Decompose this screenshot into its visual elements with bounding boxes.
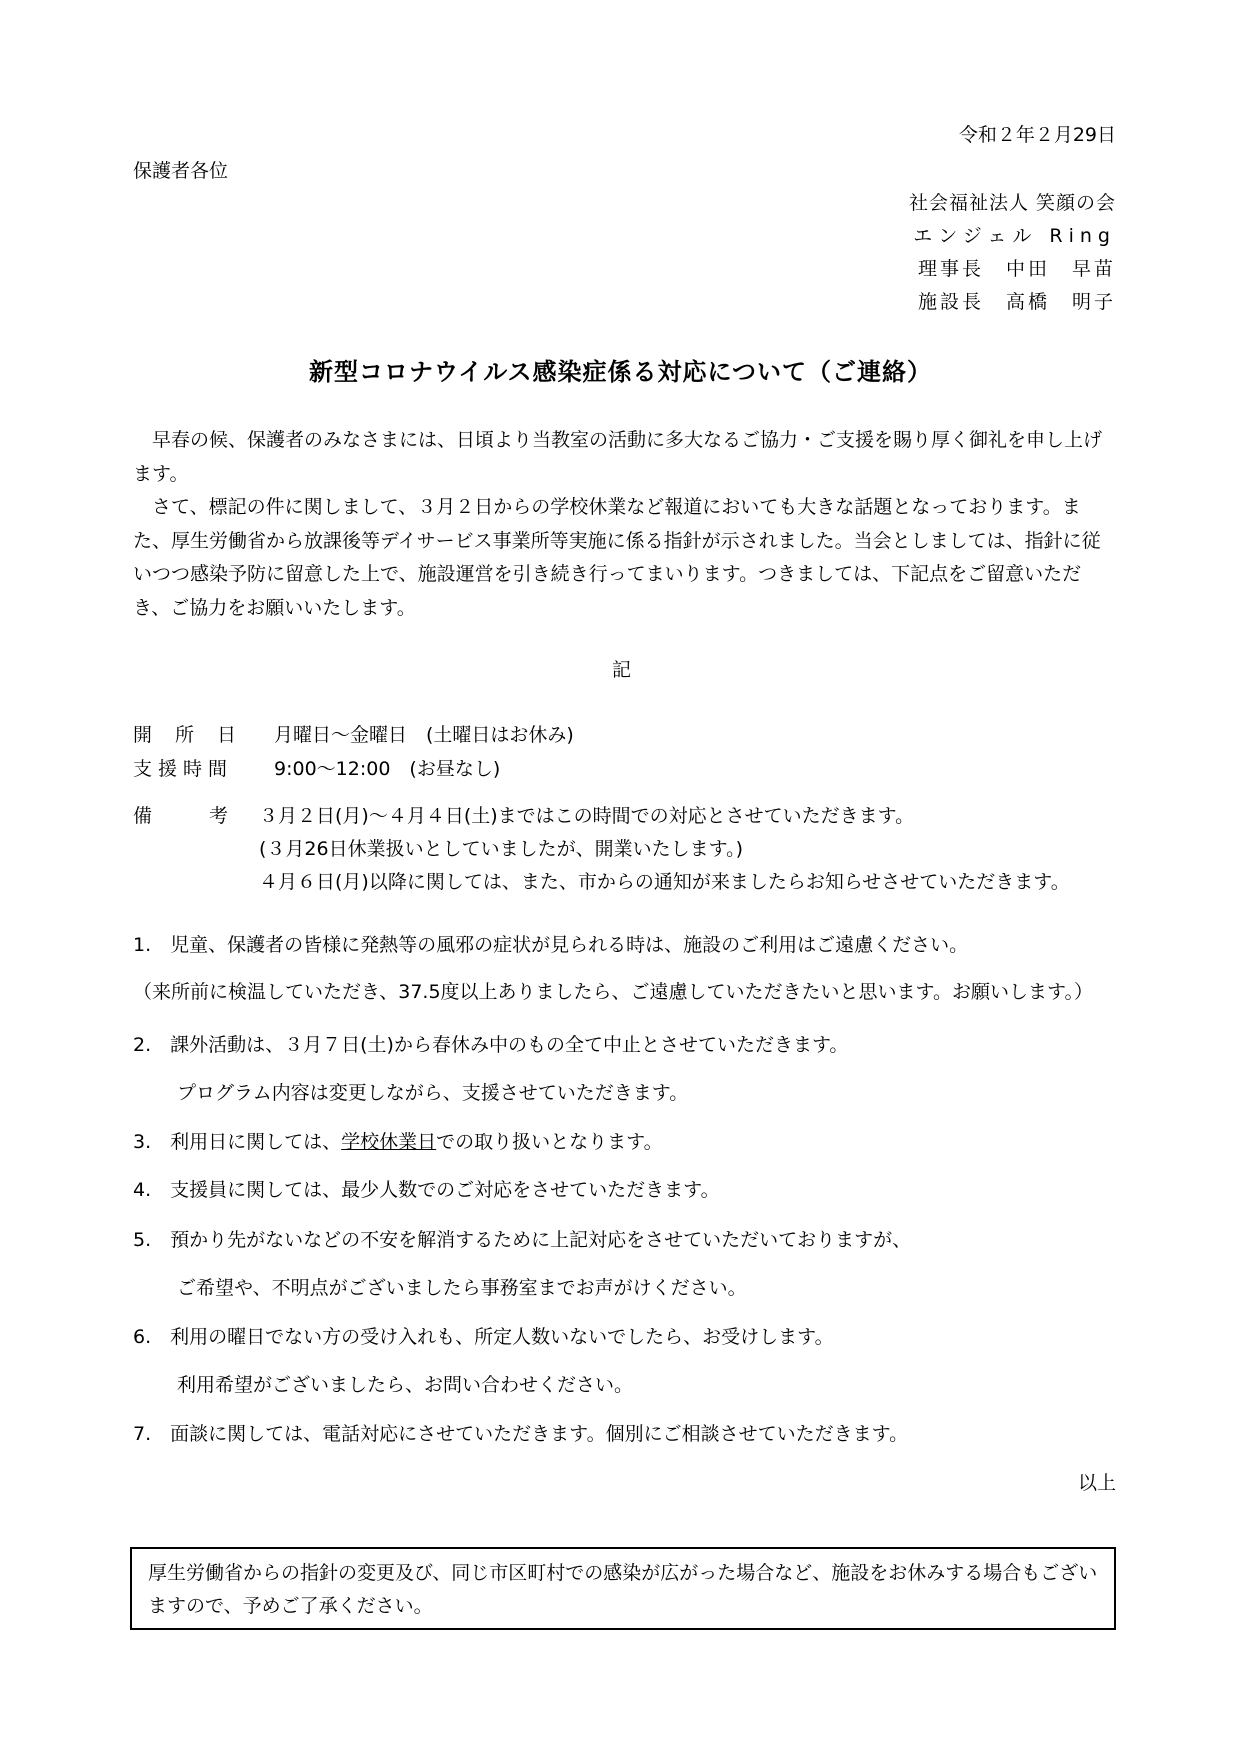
closing-mark: 以上: [1077, 1472, 1116, 1494]
notice-text: 厚生労働省からの指針の変更及び、同じ市区町村での感染が広がった場合など、施設をお休みする場合もございますので、予めご了承ください。: [148, 1562, 1098, 1617]
item-1-note: （来所前に検温していただき、37.5度以上ありましたら、ご遠慮していただきたいと思います。お願いします。）: [133, 981, 1094, 1003]
item-2-sub: プログラム内容は変更しながら、支援させていただきます。: [177, 1082, 689, 1104]
support-hours-label: 支援時間: [133, 758, 234, 780]
notice-box: [130, 1547, 1116, 1630]
item-2: 2. 課外活動は、３月７日(土)から春休み中のもの全て中止とさせていただきます。: [133, 1034, 849, 1056]
item-5-sub: ご希望や、不明点がございましたら事務室までお声がけください。: [177, 1277, 747, 1299]
ki-heading: 記: [612, 659, 632, 681]
page-title: 新型コロナウイルス感染症係る対応について（ご連絡）: [308, 358, 933, 386]
document-date: 令和２年２月29日: [958, 124, 1116, 146]
item-6-sub: 利用希望がございましたら、お問い合わせください。: [177, 1374, 634, 1396]
item-3-suffix: での取り扱いとなります。: [436, 1131, 663, 1153]
facility-name: エンジェル Ring: [913, 225, 1116, 247]
open-days-label: 開 所 日: [133, 724, 239, 746]
organization-name: 社会福祉法人 笑顔の会: [908, 192, 1116, 214]
remarks-line-1: ３月２日(月)～４月４日(土)まではこの時間での対応とさせていただきます。: [259, 805, 915, 827]
remarks-line-2: (３月26日休業扱いとしていましたが、開業いたします。): [259, 838, 743, 860]
addressee: 保護者各位: [133, 160, 229, 182]
item-6: 6. 利用の曜日でない方の受け入れも、所定人数いないでしたら、お受けします。: [133, 1326, 834, 1348]
item-3-underlined: 学校休業日: [341, 1131, 437, 1153]
intro-paragraph-1: 早春の候、保護者のみなさまには、日頃より当教室の活動に多大なるご協力・ご支援を賜り厚く御礼を申し上げます。: [133, 429, 1103, 485]
item-5: 5. 預かり先がないなどの不安を解消するために上記対応をさせていただいておりますが、: [133, 1229, 912, 1251]
intro-paragraph-2: さて、標記の件に関しまして、３月２日からの学校休業など報道においても大きな話題となっております。また、厚生労働省から放課後等デイサービス事業所等実施に係る指針が示されました。当会としましては、指針に従いつつ感染予防に留意した上で、施設運営を引き続き行ってまいります。つきましては、下記点をご留意いただき、ご協力をお願いいたします。: [133, 496, 1101, 619]
remarks-label: 備 考: [133, 805, 229, 827]
item-1: 1. 児童、保護者の皆様に発熱等の風邪の症状が見られる時は、施設のご利用はご遠慮ください。: [133, 934, 969, 956]
item-7: 7. 面談に関しては、電話対応にさせていただきます。個別にご相談させていただきます。: [133, 1423, 909, 1445]
support-hours-value: 9:00～12:00 (お昼なし): [274, 758, 501, 780]
item-3: [133, 1127, 663, 1154]
chairman-name: 理事長 中田 早苗: [917, 258, 1116, 280]
item-4: 4. 支援員に関しては、最少人数でのご対応をさせていただきます。: [133, 1179, 720, 1201]
director-name: 施設長 高橋 明子: [917, 291, 1116, 313]
open-days-value: 月曜日～金曜日 (土曜日はお休み): [274, 724, 574, 746]
item-3-prefix: 3. 利用日に関しては、: [133, 1131, 342, 1153]
remarks-line-3: ４月６日(月)以降に関しては、また、市からの通知が来ましたらお知らせさせていただきます。: [259, 871, 1070, 893]
